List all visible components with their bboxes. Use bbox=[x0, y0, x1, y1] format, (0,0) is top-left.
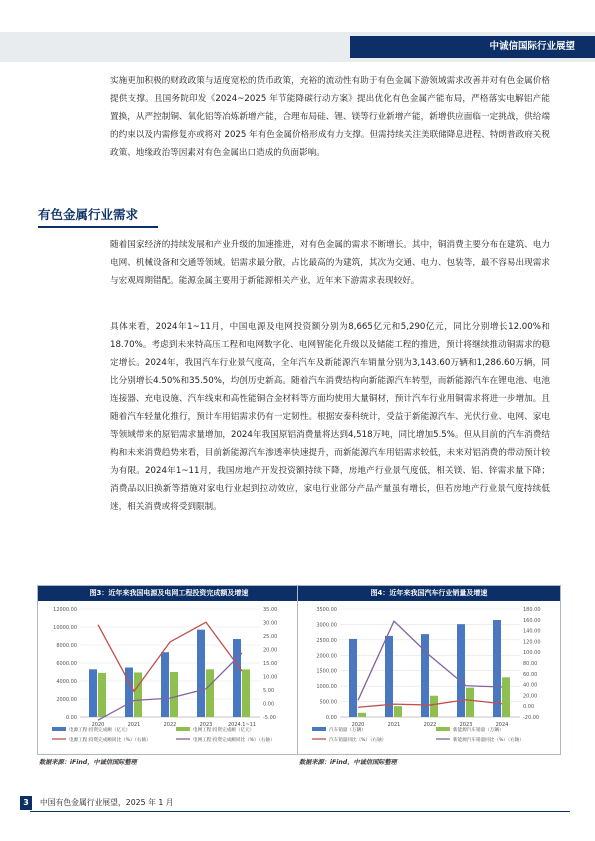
y-right-tick-label: 40.00 bbox=[523, 682, 538, 689]
bar bbox=[466, 688, 474, 717]
y-left-tick-label: 12000.00 bbox=[53, 607, 77, 613]
bar bbox=[502, 677, 510, 717]
y-left-tick-label: 0.00 bbox=[325, 715, 337, 721]
y-left-tick-label: 1500.00 bbox=[316, 668, 337, 675]
legend-label: 新能源汽车销量同比（%）（右轴） bbox=[453, 738, 524, 743]
figure-3-source: 数据来源：iFind，中诚信国际整理 bbox=[39, 759, 137, 766]
x-tick-label: 2023 bbox=[199, 722, 213, 728]
y-right-tick-label: 160.00 bbox=[523, 617, 541, 624]
y-left-tick-label: 8000.00 bbox=[56, 643, 77, 649]
y-right-tick-label: 35.00 bbox=[263, 607, 278, 613]
bar bbox=[206, 669, 214, 717]
figure-3-chart bbox=[38, 601, 300, 753]
x-tick-label: 2022 bbox=[423, 722, 437, 728]
y-left-tick-label: 3000.00 bbox=[316, 622, 337, 629]
bar bbox=[89, 669, 97, 717]
paragraph-1: 实施更加积极的财政政策与适度宽松的货币政策，充裕的流动性有助于有色金属下游领域需求改善并对有色金属价格提供支撑。且国务院印发《2024~2025 年节能降碳行动方案》提出优化有色金属产能布局，严格落实电解铝产能置换，从严控制铜、氧化铝等冶炼新增产能，合理布局硅、锂、镁等行业新增产能，新增供应面临一定挑战，供给端的约束以及内需修复亦或将对 2025 年有色金属价格形成有力支撑。但需持续关注美联储降息进程、特朗普政府关税政策、地缘政治等因素对有色金属出口造成的负面影响。 bbox=[110, 76, 550, 158]
header-brand: 中诚信国际行业展望 bbox=[350, 36, 595, 58]
y-left-tick-label: 0.00 bbox=[65, 715, 77, 721]
series-line bbox=[358, 621, 502, 700]
y-right-tick-label: 10.00 bbox=[263, 674, 278, 681]
legend-label: 电源工程:投资完成额（亿元） bbox=[69, 728, 131, 733]
x-tick-label: 2024 bbox=[495, 722, 509, 728]
legend-label: 新能源汽车销量（万辆） bbox=[453, 728, 504, 733]
y-left-tick-label: 10000.00 bbox=[53, 625, 77, 631]
y-right-tick-label: 100.00 bbox=[523, 650, 541, 657]
x-tick-label: 2023 bbox=[459, 722, 473, 728]
x-tick-label: 2022 bbox=[163, 722, 177, 728]
y-left-tick-label: 500.00 bbox=[319, 699, 337, 706]
figure-4-title: 图4：近年来我国汽车行业销量及增速 bbox=[298, 586, 560, 601]
y-right-tick-label: 5.00 bbox=[263, 688, 275, 694]
bar bbox=[233, 639, 241, 717]
y-left-tick-label: 1000.00 bbox=[316, 684, 337, 691]
x-tick-label: 2020 bbox=[351, 722, 365, 728]
bar bbox=[358, 713, 366, 717]
bar bbox=[161, 652, 169, 717]
y-left-tick-label: 2000.00 bbox=[56, 697, 77, 703]
bar bbox=[430, 696, 438, 717]
y-left-tick-label: 6000.00 bbox=[56, 661, 77, 667]
x-tick-label: 2024.1~11 bbox=[227, 722, 257, 728]
y-right-tick-label: 0.00 bbox=[263, 701, 275, 708]
section-title: 有色金属行业需求 bbox=[38, 207, 139, 222]
bar bbox=[457, 624, 465, 717]
bar bbox=[125, 668, 133, 718]
y-right-tick-label: 15.00 bbox=[263, 661, 278, 667]
paragraph-2: 随着国家经济的持续发展和产业升级的加速推进，对有色金属的需求不断增长。其中，铜消费主要分布在建筑、电力电网、机械设备和交通等领域。铝需求最分散，占比最高的为建筑，其次为交通、电力、包装等，最不容易出现需求与宏观周期错配。能源金属主要用于新能源相关产业，近年来下游需求表现较好。 bbox=[110, 240, 550, 286]
bar bbox=[197, 630, 205, 717]
y-left-tick-label: 2000.00 bbox=[316, 653, 337, 660]
bar bbox=[134, 672, 142, 717]
y-right-tick-label: 60.00 bbox=[523, 671, 538, 678]
figure-4 bbox=[297, 585, 561, 755]
y-right-tick-label: 30.00 bbox=[263, 620, 278, 627]
legend-swatch bbox=[436, 727, 450, 731]
y-left-tick-label: 4000.00 bbox=[56, 679, 77, 685]
legend-label: 汽车销量（万辆） bbox=[329, 728, 366, 733]
section-underline bbox=[38, 226, 158, 228]
y-left-tick-label: 3500.00 bbox=[316, 607, 337, 613]
legend-swatch bbox=[312, 727, 326, 731]
y-right-tick-label: 20.00 bbox=[263, 647, 278, 654]
figure-3 bbox=[37, 585, 301, 755]
x-tick-label: 2020 bbox=[91, 722, 105, 728]
y-right-tick-label: 80.00 bbox=[523, 661, 538, 667]
footer-line bbox=[30, 811, 570, 812]
bar bbox=[242, 669, 250, 717]
y-left-tick-label: 2500.00 bbox=[316, 637, 337, 644]
legend-label: 汽车销量同比（%）（右轴） bbox=[329, 738, 387, 743]
figure-3-title: 图3：近年来我国电源及电网工程投资完成额及增速 bbox=[38, 586, 300, 601]
y-right-tick-label: 120.00 bbox=[523, 639, 541, 646]
y-right-tick-label: 20.00 bbox=[523, 693, 538, 700]
figure-4-source: 数据来源：iFind，中诚信国际整理 bbox=[299, 759, 397, 766]
x-tick-label: 2021 bbox=[387, 722, 401, 728]
y-right-tick-label: 180.00 bbox=[523, 607, 541, 613]
legend-label: 电源工程:投资完成额同比（%）（右轴） bbox=[69, 738, 151, 743]
bar bbox=[98, 673, 106, 717]
x-tick-label: 2021 bbox=[127, 722, 141, 728]
bar bbox=[394, 706, 402, 717]
legend-label: 电网工程:投资完成额（亿元） bbox=[193, 728, 255, 733]
legend-swatch bbox=[176, 727, 190, 731]
figure-4-chart bbox=[298, 601, 560, 753]
y-right-tick-label: 0.00 bbox=[523, 704, 535, 711]
legend-swatch bbox=[52, 727, 66, 731]
bar bbox=[170, 672, 178, 717]
legend-label: 电网工程:投资完成额同比（%）（右轴） bbox=[193, 738, 275, 743]
y-right-tick-label: -5.00 bbox=[263, 715, 276, 721]
y-right-tick-label: 140.00 bbox=[523, 628, 541, 635]
y-right-tick-label: -20.00 bbox=[523, 715, 540, 721]
bar bbox=[349, 639, 357, 717]
page-number: 3 bbox=[20, 796, 32, 810]
footer-text: 中国有色金属行业展望，2025 年 1 月 bbox=[40, 798, 174, 807]
paragraph-3: 具体来看，2024年1~11月，中国电源及电网投资额分别为8,665亿元和5,290亿元，同比分别增长12.00%和18.70%。考虑到未来特高压工程和电网数字化、电网智能化升级以及储能工程的推进，预计将继续推动铜需求的稳定增长。2024年，我国汽车行业景气度高，全年汽车及新能源汽车销量分别为3,143.60万辆和1,286.60万辆，同比分别增长4.50%和35.50%，均创历史新高。随着汽车消费结构向新能源汽车转型，而新能源汽车在锂电池、电池连接器、充电设施、汽车线束和高性能铜合金材料等方面均使用大量铜材，预计汽车行业用铜需求将进一步增加。且随着汽车轻量化推行，预计车用铝需求仍有一定韧性。根据安泰科统计，受益于新能源汽车、光伏行业、电网、家电等领域带来的原铝需求量增加，2024年我国原铝消费量将达到4,518万吨，同比增加5.5%。但从目前的汽车消费结构和未来消费趋势来看，目前新能源汽车渗透率快速提升，而新能源汽车用铝需求较低，未来对铝消费的带动预计较为有限。2024年1~11月，我国房地产开发投资额持续下降，房地产行业景气度低，相关镁、铝、锌需求量下降；消费品以旧换新等措施对家电行业起到拉动效应，家电行业部分产品产量虽有增长，但若房地产行业景气度持续低迷，相关消费或将受到限制。 bbox=[110, 322, 550, 512]
y-right-tick-label: 25.00 bbox=[263, 634, 278, 640]
